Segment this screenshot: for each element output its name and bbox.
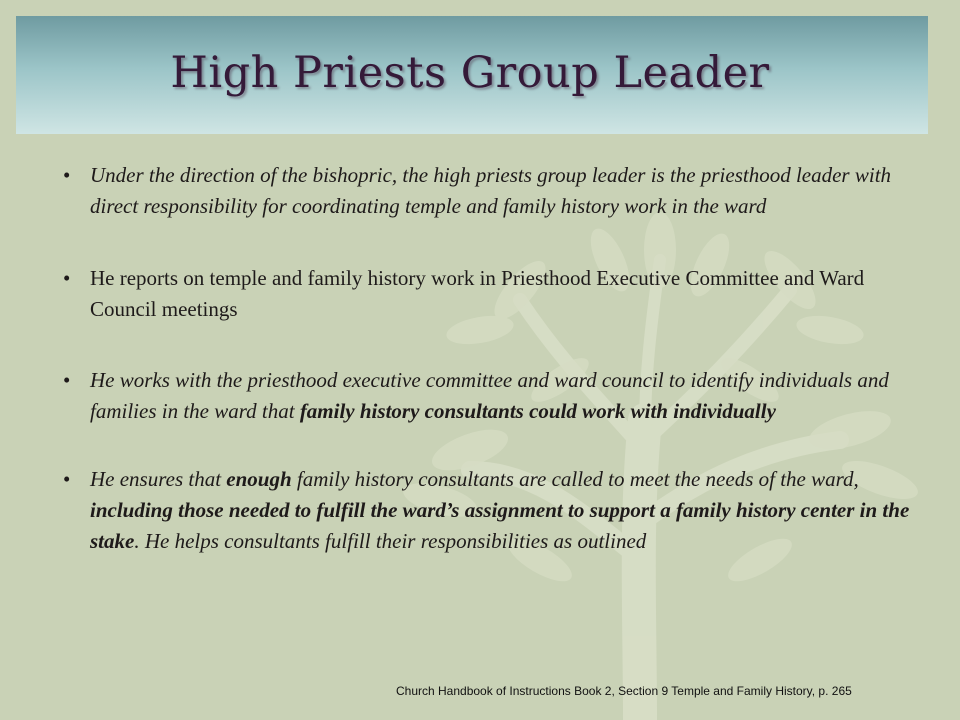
bullet-dot: • — [63, 163, 71, 187]
bullet-emphasis: family history consultants could work with individually — [299, 399, 776, 423]
slide-title: High Priests Group Leader — [170, 48, 770, 98]
bullet-item — [60, 365, 910, 427]
bullet-text: Under the direction of the bishopric, the high priests group leader is the priesthood leader with direct responsibility for coordinating temple and family history work in the ward — [90, 163, 892, 218]
bullet-item — [60, 263, 910, 325]
bullet-emphasis: enough — [226, 467, 292, 491]
bullet-dot: • — [63, 467, 71, 491]
bullet-text: He ensures that — [90, 467, 227, 491]
bullet-text: He reports on temple and family history work in Priesthood Executive Committee and Ward Council meetings — [90, 266, 865, 321]
bullet-item — [60, 160, 910, 222]
bullet-emphasis: including those needed to fulfill the ward’s assignment to support a family history center in the stake — [90, 498, 910, 553]
bullet-dot: • — [63, 266, 71, 290]
bullet-item — [60, 464, 910, 557]
bullet-text: family history consultants are called to meet the needs of the ward, — [291, 467, 859, 491]
citation: Church Handbook of Instructions Book 2, Section 9 Temple and Family History, p. 265 — [396, 684, 852, 698]
bullet-list — [60, 160, 910, 557]
bullet-text: . He helps consultants fulfill their responsibilities as outlined — [134, 529, 647, 553]
bullet-text: He works with the priesthood executive committee and ward council to identify individuals and families in the ward that — [90, 368, 889, 423]
bullet-dot: • — [63, 368, 71, 392]
